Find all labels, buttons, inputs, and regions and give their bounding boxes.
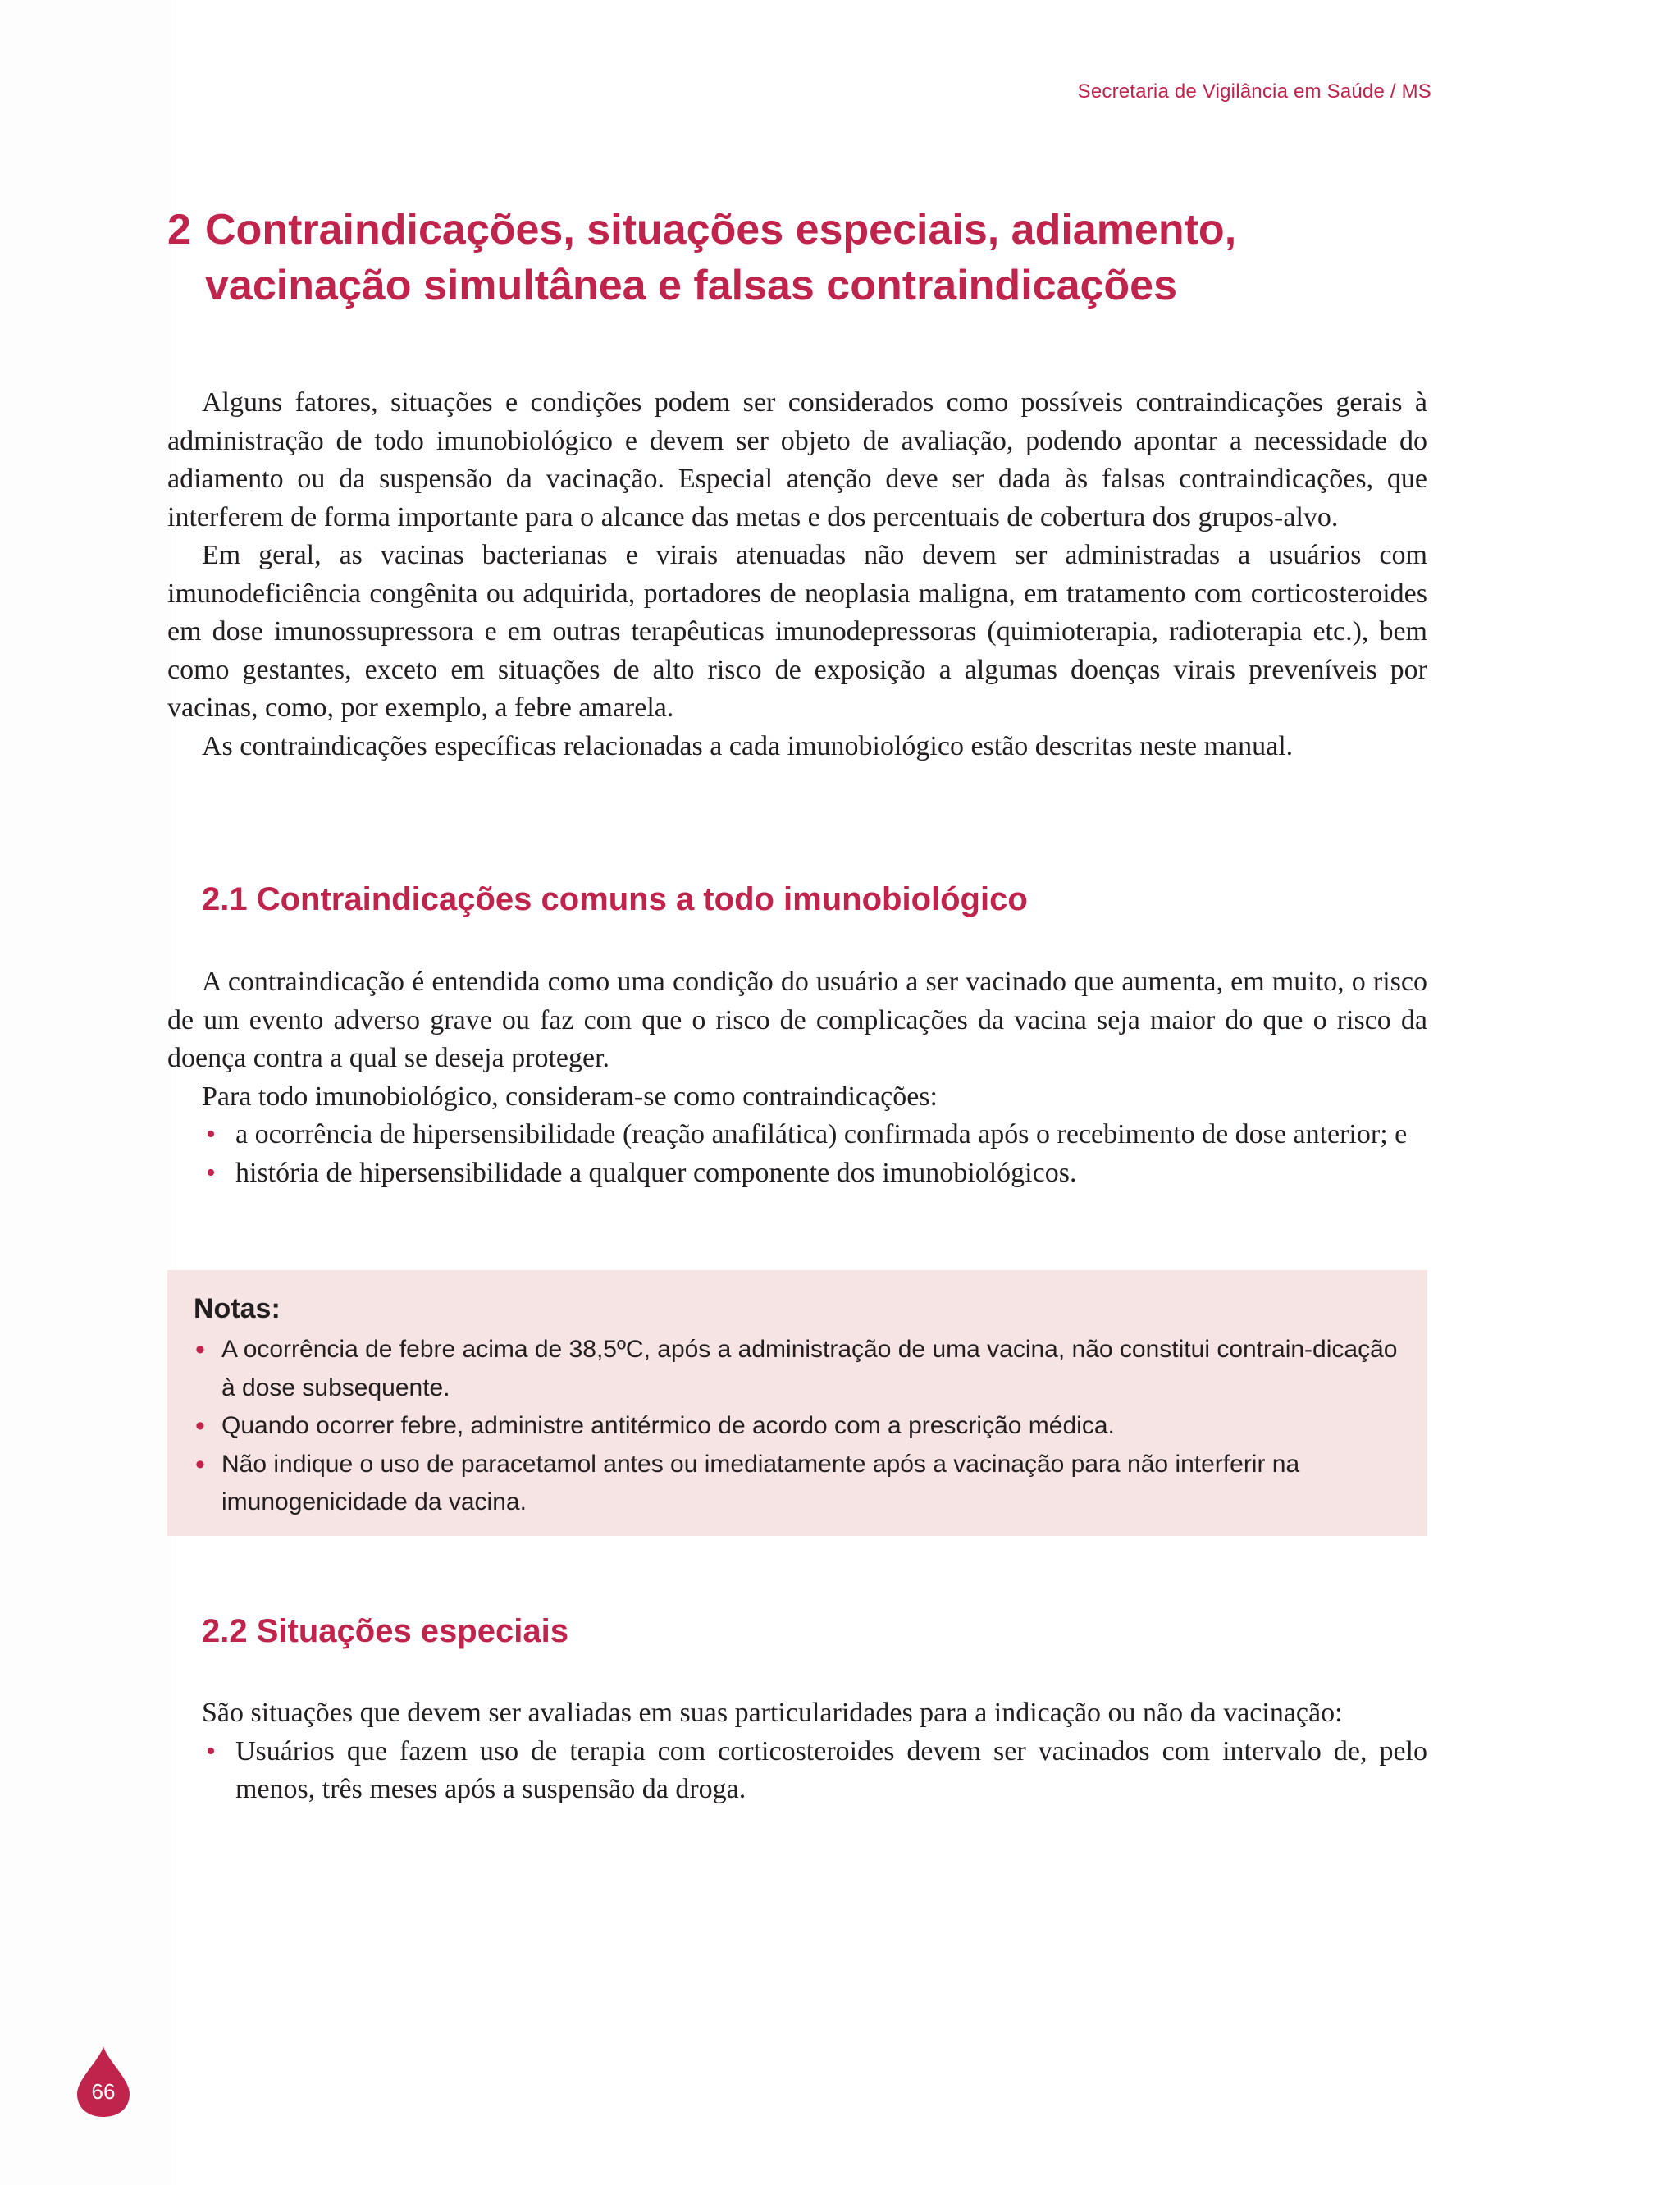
note-item: • Quando ocorrer febre, administre antitérmico de acordo com a prescrição médica. xyxy=(194,1407,1403,1446)
notes-list xyxy=(194,1331,1403,1522)
bullet-icon: • xyxy=(206,1157,216,1188)
bullet-icon: • xyxy=(195,1410,205,1442)
section-title-2-1: 2.1 Contraindicações comuns a todo imunobiológico xyxy=(202,881,1028,917)
section-2-2-text xyxy=(167,1694,1427,1809)
section-title-2-2: 2.2 Situações especiais xyxy=(202,1613,568,1649)
intro-paragraph: As contraindicações específicas relacionadas a cada imunobiológico estão descritas neste manual. xyxy=(202,730,1294,761)
bullet-icon: • xyxy=(206,1735,216,1767)
intro-text xyxy=(167,384,1427,766)
intro-paragraph: Alguns fatores, situações e condições podem ser considerados como possíveis contraindicações gerais à administração de todo imunobiológico e devem ser objeto de avaliação, podendo apontar a necessidade do adiamento ou da suspensão da vacinação. Especial atenção deve ser dada às falsas contraindicações, que interferem de forma importante para o alcance das metas e dos percentuais de cobertura dos grupos-alvo. xyxy=(167,387,1427,533)
notes-box xyxy=(167,1270,1427,1536)
page-margin-band xyxy=(0,0,176,2185)
intro-paragraph: Em geral, as vacinas bacterianas e virais atenuadas não devem ser administradas a usuários com imunodeficiência congênita ou adquirida, portadores de neoplasia maligna, em tratamento com corticosteroides em dose imunossupressora e em outras terapêuticas imunodepressoras (quimioterapia, radioterapia etc.), bem como gestantes, exceto em situações de alto risco de exposição a algumas doenças virais preveníveis por vacinas, como, por exemplo, a febre amarela. xyxy=(167,540,1427,723)
bullet-icon: • xyxy=(195,1334,205,1365)
list-item: • Usuários que fazem uso de terapia com corticosteroides devem ser vacinados com intervalo de, pelo menos, três meses após a suspensão da droga. xyxy=(167,1733,1427,1809)
section-paragraph: Para todo imunobiológico, consideram-se como contraindicações: xyxy=(202,1081,938,1112)
note-item: • A ocorrência de febre acima de 38,5ºC, após a administração de uma vacina, não constitui contrain-dicação à dose subsequente. xyxy=(194,1331,1403,1407)
chapter-title-line-2: vacinação simultânea e falsas contraindicações xyxy=(205,262,1178,309)
page-number-drop xyxy=(75,2045,131,2119)
list-item: • a ocorrência de hipersensibilidade (reação anafilática) confirmada após o recebimento de dose anterior; e xyxy=(167,1116,1427,1154)
section-2-1-text xyxy=(167,963,1427,1192)
bullet-icon: • xyxy=(206,1119,216,1150)
notes-title: Notas: xyxy=(194,1293,281,1324)
chapter-number: 2 xyxy=(167,206,191,254)
page-number: 66 xyxy=(91,2079,116,2104)
note-item: • Não indique o uso de paracetamol antes ou imediatamente após a vacinação para não interferir na imunogenicidade da vacina. xyxy=(194,1446,1403,1522)
section-paragraph: São situações que devem ser avaliadas em suas particularidades para a indicação ou não da vacinação: xyxy=(202,1698,1343,1728)
running-header: Secretaria de Vigilância em Saúde / MS xyxy=(1077,80,1431,103)
chapter-title xyxy=(167,202,1398,313)
section-paragraph: A contraindicação é entendida como uma condição do usuário a ser vacinado que aumenta, em muito, o risco de um evento adverso grave ou faz com que o risco de complicações da vacina seja maior do que o risco da doença contra a qual se deseja proteger. xyxy=(167,967,1427,1073)
list-item: • história de hipersensibilidade a qualquer componente dos imunobiológicos. xyxy=(167,1154,1427,1193)
chapter-title-line-1: Contraindicações, situações especiais, adiamento, xyxy=(205,206,1237,254)
bullet-icon: • xyxy=(195,1448,205,1480)
special-situations-list xyxy=(167,1733,1427,1809)
contraindication-list xyxy=(167,1116,1427,1192)
